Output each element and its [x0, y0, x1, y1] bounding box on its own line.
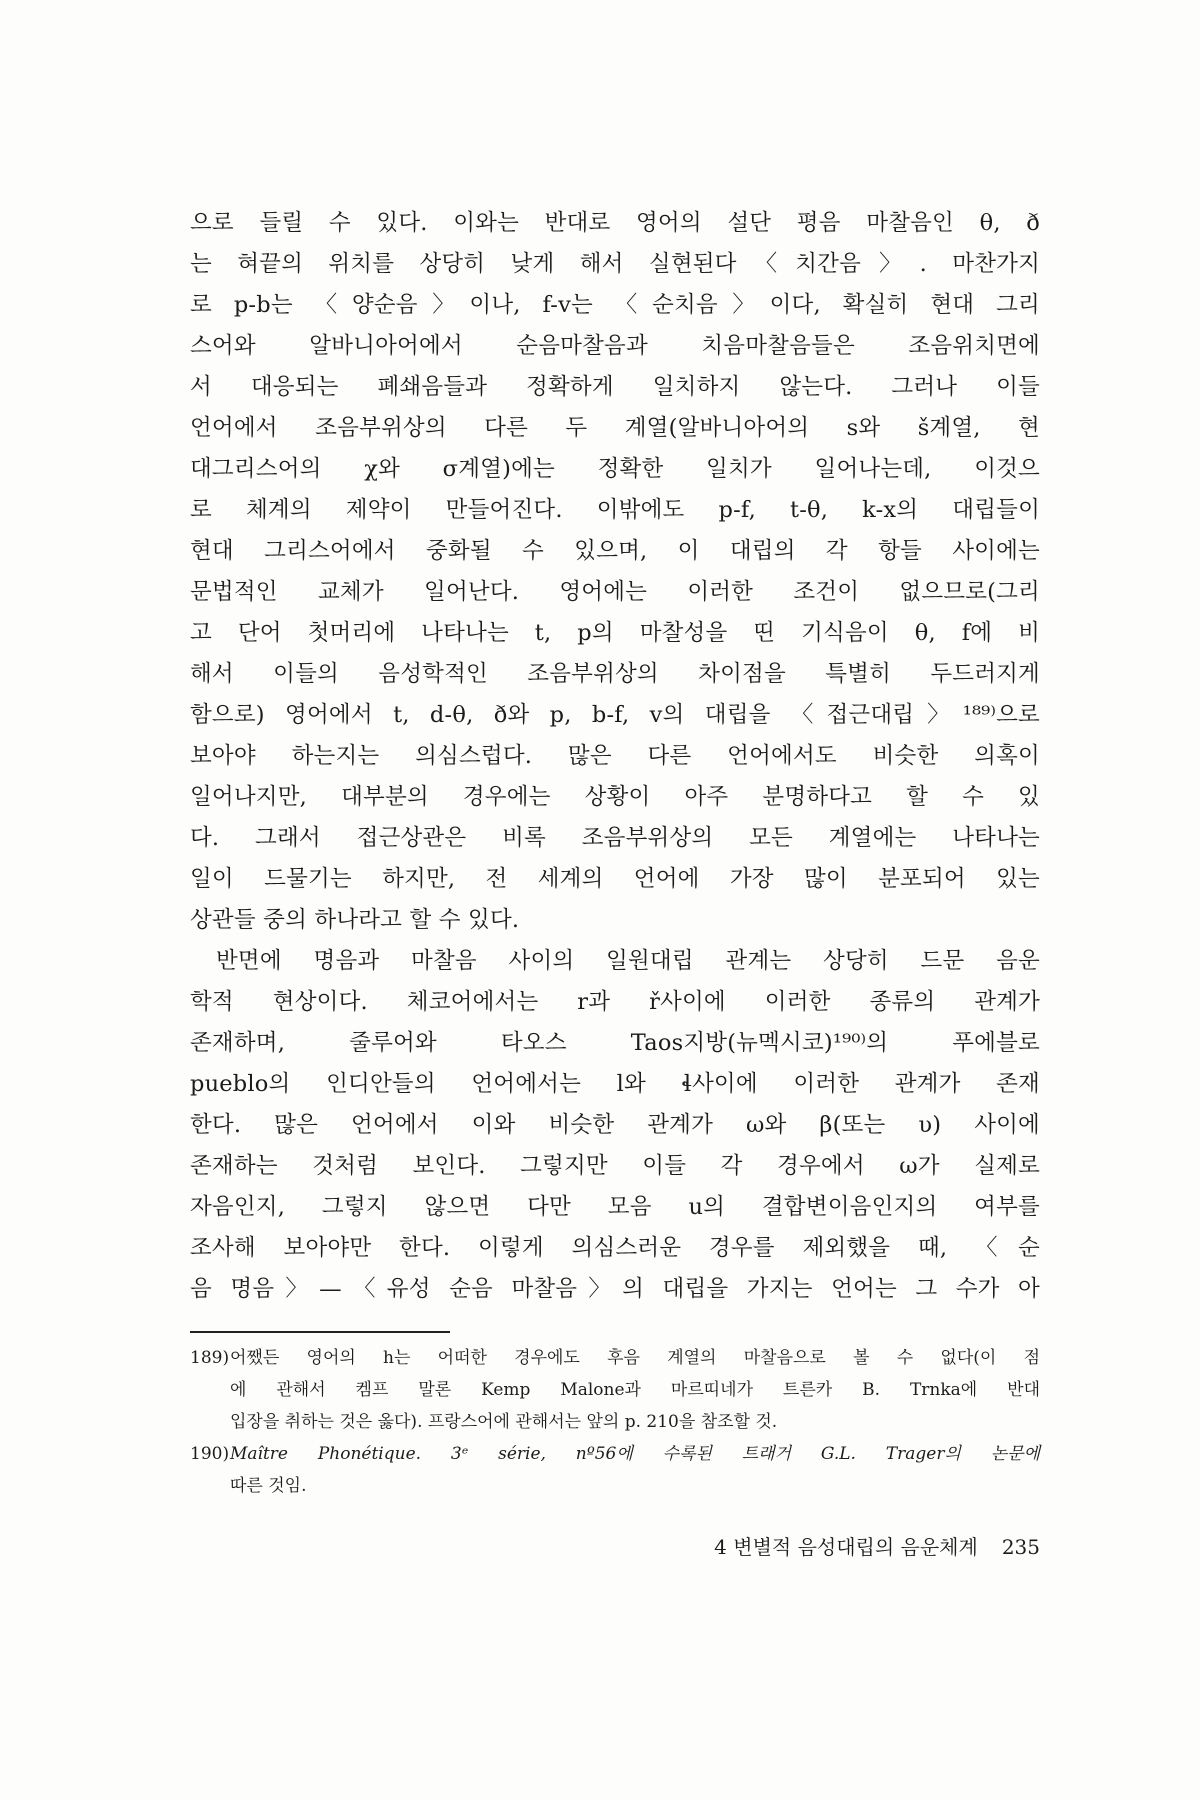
footnote-189-line: [190, 1342, 1040, 1374]
text-line: 문법적인 교체가 일어난다. 영어에는 이러한 조건이 없으므로(그리: [190, 579, 1040, 605]
text-line: 학적 현상이다. 체코어에서는 r과 ř사이에 이러한 종류의 관계가: [190, 989, 1040, 1015]
main-text: [190, 203, 1040, 1310]
text-line: 해서 이들의 음성학적인 조음부위상의 차이점을 특별히 두드러지게: [190, 661, 1040, 687]
text-line: 다. 그래서 접근상관은 비록 조음부위상의 모든 계열에는 나타나는: [190, 825, 1040, 851]
text-line: 보아야 하는지는 의심스럽다. 많은 다른 언어에서도 비슷한 의혹이: [190, 743, 1040, 769]
text-line: 고 단어 첫머리에 나타나는 t, p의 마찰성을 띤 기식음이 θ, f에 비: [190, 620, 1040, 646]
text-line: 언어에서 조음부위상의 다른 두 계열(알바니아어의 s와 š계열, 현: [190, 415, 1040, 441]
text-line: 로 체계의 제약이 만들어진다. 이밖에도 p-f, t-θ, k-x의 대립들이: [190, 497, 1040, 523]
text-line: 한다. 많은 언어에서 이와 비슷한 관계가 ω와 β(또는 υ) 사이에: [190, 1112, 1040, 1138]
text-line: 존재하며, 줄루어와 타오스 Taos지방(뉴멕시코)¹⁹⁰⁾의 푸에블로: [190, 1030, 1040, 1056]
footnote-divider: [190, 1331, 450, 1333]
text-line: 로 p-b는 〈양순음〉이나, f-v는 〈순치음〉이다, 확실히 현대 그리: [190, 292, 1040, 318]
footnote-190-line: [190, 1438, 1040, 1470]
page-number: 235: [1001, 1535, 1040, 1559]
paragraph-start-line: 반면에 명음과 마찰음 사이의 일원대립 관계는 상당히 드문 음운: [216, 948, 1040, 974]
text-line: 스어와 알바니아어에서 순음마찰음과 치음마찰음들은 조음위치면에: [190, 333, 1040, 359]
text-line: 대그리스어의 χ와 σ계열)에는 정확한 일치가 일어나는데, 이것으: [190, 456, 1040, 482]
text-line: 음 명음〉—〈유성 순음 마찰음〉의 대립을 가지는 언어는 그 수가 아: [190, 1276, 1040, 1302]
footnote-189-line: 입장을 취하는 것은 옳다). 프랑스어에 관해서는 앞의 p. 210을 참조할 것.: [230, 1412, 778, 1432]
text-line: 서 대응되는 폐쇄음들과 정확하게 일치하지 않는다. 그러나 이들: [190, 374, 1040, 400]
text-line: 자음인지, 그렇지 않으면 다만 모음 u의 결합변이음인지의 여부를: [190, 1194, 1040, 1220]
footnote-text: Maître Phonétique. 3ᵉ série, nº56에 수록된 트래거 G.L. Trager의 논문에: [230, 1444, 1040, 1464]
text-line: 일어나지만, 대부분의 경우에는 상황이 아주 분명하다고 할 수 있: [190, 784, 1040, 810]
footnote-189-line: 에 관해서 켐프 말론 Kemp Malone과 마르띠네가 트른카 B. Trnka에 반대: [230, 1380, 1040, 1400]
text-line: pueblo의 인디안들의 언어에서는 l와 ɬ사이에 이러한 관계가 존재: [190, 1071, 1040, 1097]
text-line: 일이 드물기는 하지만, 전 세계의 언어에 가장 많이 분포되어 있는: [190, 866, 1040, 892]
running-footer: [620, 1531, 1040, 1560]
text-line: 조사해 보아야만 한다. 이렇게 의심스러운 경우를 제외했을 때, 〈순: [190, 1235, 1040, 1261]
text-line: 으로 들릴 수 있다. 이와는 반대로 영어의 설단 평음 마찰음인 θ, ð: [190, 210, 1040, 236]
text-line: 현대 그리스어에서 중화될 수 있으며, 이 대립의 각 항들 사이에는: [190, 538, 1040, 564]
chapter-title: 4 변별적 음성대립의 음운체계: [714, 1535, 978, 1559]
footnote-text: 어쨌든 영어의 h는 어떠한 경우에도 후음 계열의 마찰음으로 볼 수 없다(이 점: [230, 1348, 1040, 1368]
text-line: 존재하는 것처럼 보인다. 그렇지만 이들 각 경우에서 ω가 실제로: [190, 1153, 1040, 1179]
footnote-190-line: 따른 것임.: [230, 1476, 307, 1496]
footnotes: [190, 1342, 1040, 1502]
footnote-number: 190): [190, 1444, 230, 1464]
text-line: 함으로) 영어에서 t, d-θ, ð와 p, b-f, v의 대립을 〈접근대립〉¹⁸⁹⁾으로: [190, 702, 1040, 728]
footnote-number: 189): [190, 1348, 230, 1368]
text-line: 상관들 중의 하나라고 할 수 있다.: [190, 907, 520, 933]
text-line: 는 혀끝의 위치를 상당히 낮게 해서 실현된다〈치간음〉. 마찬가지: [190, 251, 1040, 277]
